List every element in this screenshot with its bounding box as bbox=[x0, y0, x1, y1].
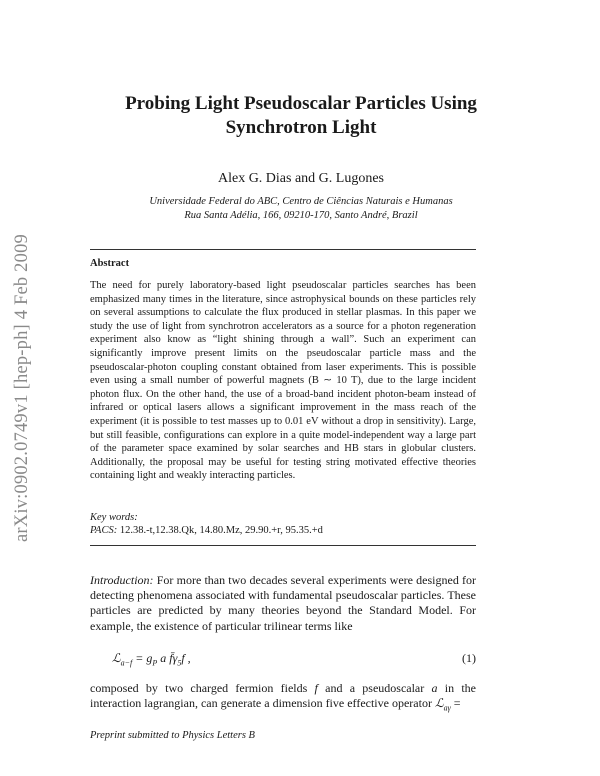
equation-expression bbox=[112, 651, 191, 667]
equation-1 bbox=[90, 651, 476, 669]
pacs-line bbox=[90, 525, 476, 536]
abstract-top-rule bbox=[90, 249, 476, 250]
pacs-values: 12.38.-t,12.38.Qk, 14.80.Mz, 29.90.+r, 95.35.+d bbox=[119, 525, 323, 536]
equation-coupling-sub: P bbox=[152, 658, 158, 668]
equation-tail: f , bbox=[181, 651, 191, 665]
abstract-bottom-rule bbox=[90, 545, 476, 546]
equation-coupling: = g bbox=[132, 651, 153, 665]
preprint-footer: Preprint submitted to Physics Letters B bbox=[90, 730, 255, 741]
keywords-heading: Key words: bbox=[90, 512, 138, 523]
symbol-a: a bbox=[431, 681, 438, 695]
continuation-text-3: in the interaction lagrangian, can generate a dimension five effective operator bbox=[90, 681, 477, 711]
affiliation-line-2: Rua Santa Adélia, 166, 09210-170, Santo André, Brazil bbox=[184, 210, 418, 221]
continuation-text-1: composed by two charged fermion fields bbox=[90, 681, 315, 695]
continuation-text-2: and a pseudoscalar bbox=[317, 681, 432, 695]
equation-rhs: a f̄γ bbox=[157, 651, 178, 665]
arxiv-identifier: arXiv:0902.0749v1 [hep-ph] 4 Feb 2009 bbox=[12, 234, 32, 542]
authors: Alex G. Dias and G. Lugones bbox=[217, 171, 385, 186]
introduction-text: For more than two decades several experiments were designed for detecting phenomena associated with fundamental pseudoscalar particles. These particles are predicted by many theories beyond the Standard Model. For example, the existence of particular trilinear terms like bbox=[90, 573, 477, 633]
equation-rhs-sub: 5 bbox=[177, 658, 182, 668]
introduction-label: Introduction: bbox=[90, 573, 154, 587]
introduction-paragraph bbox=[90, 573, 476, 634]
operator-symbol: ℒ bbox=[434, 696, 444, 711]
equation-number: (1) bbox=[462, 651, 476, 665]
affiliation-line-1: Universidade Federal do ABC, Centro de Ciências Naturais e Humanas bbox=[149, 196, 453, 207]
symbol-f: f bbox=[314, 681, 318, 695]
continuation-text-4: = bbox=[450, 696, 461, 711]
abstract-heading: Abstract bbox=[90, 258, 130, 269]
abstract-text: The need for purely laboratory-based light pseudoscalar particles searches has been emphasized many times in the literature, since astrophysical bounds on these particles rely on several assumptions to calculate the flux produced in stellar plasmas. In this paper we study the use of light from synchrotron accelerators as a source for a photon regeneration experiment also know as “light shining through a wall”. Such an experiment can significantly improve present limits on the pseudoscalar particle mass and the pseudoscalar-photon coupling constant obtained from laser experiments. This is possible even using a small number of powerful magnets (B ∼ 10 T), due to the large incident photon flux. On the other hand, the use of a broad-band incident photon-beam instead of infrared or optical lasers allows a significant improvement in the mass reach of the experiment (it is possible to test masses up to 0.01 eV without a drop in sensitivity). Large, but still feasible, configurations can explore in a quite model-independent way a large part of the parameter space examined by solar searches and HB stars in globular clusters. Additionally, the proposal may be useful for testing string motivated effective theories containing light and weakly interacting particles. bbox=[90, 280, 476, 482]
paper-title bbox=[90, 92, 512, 140]
title-line-2: Synchrotron Light bbox=[225, 117, 377, 138]
introduction-continuation bbox=[90, 681, 476, 716]
pacs-label: PACS: bbox=[90, 525, 118, 536]
title-line-1: Probing Light Pseudoscalar Particles Using bbox=[125, 93, 477, 114]
equation-lhs-sub: a−f bbox=[120, 658, 133, 668]
equation-lhs: ℒ bbox=[112, 651, 121, 665]
operator-subscript: aγ bbox=[443, 703, 451, 713]
